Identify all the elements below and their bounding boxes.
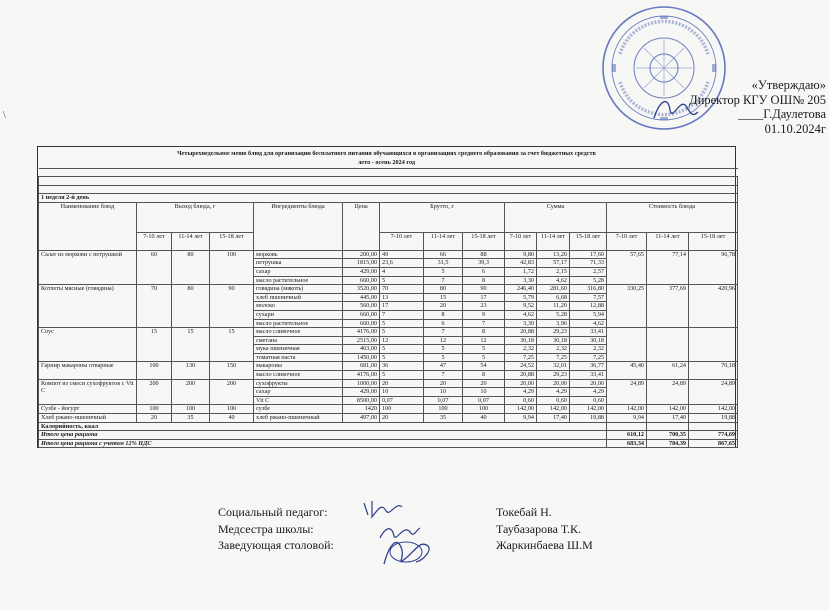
price-value: 429,00 [343, 388, 380, 397]
gross-value: 5 [463, 345, 505, 354]
cost-value: 142,00 [647, 405, 689, 414]
output-value: 200 [210, 379, 254, 405]
sum-value: 29,23 [537, 371, 570, 380]
dish-name: Соус [39, 328, 137, 362]
calories-label: Калорийность, ккал [39, 422, 607, 431]
sum-value: 142,00 [505, 405, 537, 414]
gross-value: 88 [463, 250, 505, 259]
total-value: 700,35 [647, 431, 689, 440]
gross-value: 5 [380, 328, 424, 337]
ingredient-name: морковь [254, 250, 343, 259]
ingredient-name: хлеб пшеничный [254, 293, 343, 302]
sum-value: 20,00 [570, 379, 607, 388]
header-gross: Брутто, г [380, 202, 505, 232]
gross-value: 7 [424, 276, 463, 285]
header-price: Цена [343, 202, 380, 250]
price-value: 200,00 [343, 250, 380, 259]
header-age: 15-18 лет [689, 232, 738, 250]
gross-value: 7 [463, 319, 505, 328]
signature-name: Жаркинбаева Ш.М [496, 538, 593, 553]
ingredient-name: томатная паста [254, 353, 343, 362]
price-value: 1815,00 [343, 259, 380, 268]
output-value: 130 [172, 362, 210, 379]
sum-value: 316,80 [570, 285, 607, 294]
sum-value: 19,88 [570, 414, 607, 423]
sum-value: 30,18 [505, 336, 537, 345]
sum-value: 7,57 [570, 293, 607, 302]
calories-row [39, 422, 738, 431]
output-value: 60 [137, 250, 172, 284]
table-row [39, 362, 738, 371]
blank-row [39, 177, 738, 185]
sum-value: 30,18 [537, 336, 570, 345]
header-age: 11-14 лет [424, 232, 463, 250]
dish-name: Сузбе́ - йогурт [39, 405, 137, 414]
menu-table [38, 168, 738, 448]
table-row [39, 414, 738, 423]
sum-value: 33,41 [570, 328, 607, 337]
gross-value: 10 [424, 388, 463, 397]
gross-value: 7 [424, 371, 463, 380]
output-value: 150 [210, 362, 254, 379]
header-cost: Стоимость блюда [607, 202, 738, 232]
gross-value: 5 [463, 353, 505, 362]
header-age: 11-14 лет [172, 232, 210, 250]
sum-value: 4,29 [570, 388, 607, 397]
signature-row [218, 504, 638, 521]
gross-value: 10 [380, 388, 424, 397]
gross-value: 5 [424, 353, 463, 362]
ingredient-name: сахар [254, 267, 343, 276]
sum-value: 4,29 [505, 388, 537, 397]
header-row [39, 202, 738, 232]
sum-value: 20,00 [505, 379, 537, 388]
sum-value: 4,29 [537, 388, 570, 397]
signature-role: Социальный педагог: [218, 505, 328, 519]
cost-value: 24,89 [647, 379, 689, 405]
ingredient-name: сахар [254, 388, 343, 397]
gross-value: 23 [463, 302, 505, 311]
header-age: 11-14 лет [647, 232, 689, 250]
header-age: 15-18 лет [570, 232, 607, 250]
output-value: 100 [137, 362, 172, 379]
sum-value: 0,60 [505, 396, 537, 405]
approval-date: 01.10.2024г [764, 121, 826, 136]
sum-value: 1,72 [505, 267, 537, 276]
signature-role: Заведующая столовой: [218, 538, 334, 553]
header-age: 7-10 лет [505, 232, 537, 250]
price-value: 660,00 [343, 319, 380, 328]
header-age: 15-18 лет [210, 232, 254, 250]
approval-title: «Утверждаю» [751, 78, 826, 92]
price-value: 681,00 [343, 362, 380, 371]
cost-value: 77,14 [647, 250, 689, 284]
sum-value: 281,60 [537, 285, 570, 294]
cost-value: 420,96 [689, 285, 738, 328]
signature-role: Медсестра школы: [218, 521, 314, 536]
cost-value: 24,89 [607, 379, 647, 405]
scan-mark-icon: \ [3, 110, 6, 121]
blank-row [39, 169, 738, 177]
gross-value: 5 [380, 371, 424, 380]
vat-value: 784,39 [647, 439, 689, 448]
cost-value: 24,89 [689, 379, 738, 405]
dish-name: Салат из моркови с петрушкой [39, 250, 137, 284]
ingredient-name: Vit C [254, 396, 343, 405]
approval-name: ____Г.Даулетова [738, 107, 826, 122]
sum-value: 17,40 [537, 414, 570, 423]
gross-value: 9 [463, 310, 505, 319]
week-label: 1 неделя 2-й день [39, 194, 738, 203]
gross-value: 36 [380, 362, 424, 371]
gross-value: 5 [380, 345, 424, 354]
sum-value: 2,57 [570, 267, 607, 276]
sum-value: 71,33 [570, 259, 607, 268]
gross-value: 12 [463, 336, 505, 345]
canteen-signature-icon [376, 532, 436, 572]
ingredient-name: масло растительное [254, 319, 343, 328]
total-label: Итого цена рациона [39, 431, 607, 440]
table-row [39, 379, 738, 388]
sum-value: 6,68 [537, 293, 570, 302]
price-value: 4176,00 [343, 328, 380, 337]
menu-title: Четырехнедельное меню блюд для организации бесплатного питания обучающихся в организациях среднего образования за счет бюджетных средств [177, 150, 596, 157]
ingredient-name: масло сливочное [254, 328, 343, 337]
header-sum: Сумма [505, 202, 607, 232]
sum-value: 3,96 [537, 319, 570, 328]
gross-value: 6 [424, 319, 463, 328]
sum-value: 9,80 [505, 250, 537, 259]
output-value: 15 [210, 328, 254, 362]
gross-value: 5 [380, 319, 424, 328]
header-output: Выход блюда, г [137, 202, 254, 232]
gross-value: 20 [463, 379, 505, 388]
sum-value: 142,00 [570, 405, 607, 414]
sum-value: 24,52 [505, 362, 537, 371]
table-row [39, 250, 738, 259]
gross-value: 13 [380, 293, 424, 302]
gross-value: 17 [380, 302, 424, 311]
sum-value: 5,94 [570, 310, 607, 319]
price-value: 1420 [343, 405, 380, 414]
ingredient-name: масло сливочное [254, 371, 343, 380]
sum-value: 30,18 [570, 336, 607, 345]
price-value: 463,00 [343, 345, 380, 354]
sum-value: 2,15 [537, 267, 570, 276]
output-value: 20 [137, 414, 172, 423]
total-row [39, 431, 738, 440]
cost-value: 377,69 [647, 285, 689, 328]
ingredient-name: сухофрукты [254, 379, 343, 388]
gross-value: 8 [463, 371, 505, 380]
output-value: 40 [210, 414, 254, 423]
gross-value: 20 [380, 414, 424, 423]
price-value: 3520,00 [343, 285, 380, 294]
gross-value: 8 [463, 328, 505, 337]
cost-value: 96,78 [689, 250, 738, 284]
sum-value: 9,94 [505, 414, 537, 423]
sum-value: 13,20 [537, 250, 570, 259]
vat-value: 683,34 [607, 439, 647, 448]
sum-value: 7,25 [505, 353, 537, 362]
sum-value: 5,28 [537, 310, 570, 319]
menu-subtitle: лето - осень 2024 год [357, 159, 416, 166]
gross-value: 80 [424, 285, 463, 294]
director-signature-icon [650, 92, 700, 128]
price-value: 497,00 [343, 414, 380, 423]
ingredient-name: говядина (мякоть) [254, 285, 343, 294]
ingredient-name: хлеб ржано-пшеничный [254, 414, 343, 423]
header-age: 11-14 лет [537, 232, 570, 250]
ingredient-name: сметана [254, 336, 343, 345]
ingredient-name: петрушка [254, 259, 343, 268]
cost-value: 19,88 [689, 414, 738, 423]
cost-value: 57,65 [607, 250, 647, 284]
price-value: 4176,00 [343, 371, 380, 380]
ingredient-name: мука пшеничная [254, 345, 343, 354]
gross-value: 35 [424, 414, 463, 423]
ingredient-name: сузбе [254, 405, 343, 414]
cost-value [607, 328, 647, 362]
output-value: 80 [172, 250, 210, 284]
output-value: 90 [210, 285, 254, 328]
gross-value: 10 [463, 388, 505, 397]
sum-value: 17,60 [570, 250, 607, 259]
price-value: 2515,00 [343, 336, 380, 345]
price-value: 1450,00 [343, 353, 380, 362]
total-value: 774,69 [689, 431, 738, 440]
gross-value: 5 [380, 353, 424, 362]
sum-value: 0,60 [570, 396, 607, 405]
cost-value [689, 328, 738, 362]
header-age: 7-10 лет [607, 232, 647, 250]
pedagogue-signature-icon [358, 497, 408, 523]
gross-value: 66 [424, 250, 463, 259]
output-value: 100 [137, 405, 172, 414]
menu-sheet [37, 146, 736, 448]
signature-name: Токебай Н. [496, 505, 552, 519]
price-value: 560,00 [343, 302, 380, 311]
gross-value: 20 [424, 379, 463, 388]
vat-value: 867,65 [689, 439, 738, 448]
ingredient-name: молоко [254, 302, 343, 311]
gross-value: 100 [424, 405, 463, 414]
gross-value: 6 [463, 267, 505, 276]
cost-value: 70,18 [689, 362, 738, 379]
cost-value: 9,94 [607, 414, 647, 423]
gross-value: 23,6 [380, 259, 424, 268]
gross-value: 54 [463, 362, 505, 371]
dish-name: Компот из смеси сухофруктов с Vit C [39, 379, 137, 405]
sum-value: 0,60 [537, 396, 570, 405]
sum-value: 29,23 [537, 328, 570, 337]
header-age-row [39, 232, 738, 250]
cost-value: 61,24 [647, 362, 689, 379]
gross-value: 47 [424, 362, 463, 371]
sum-value: 7,25 [570, 353, 607, 362]
price-value: 429,00 [343, 267, 380, 276]
output-value: 100 [172, 405, 210, 414]
sum-value: 2,32 [537, 345, 570, 354]
sum-value: 11,20 [537, 302, 570, 311]
sum-value: 246,40 [505, 285, 537, 294]
cost-value: 17,40 [647, 414, 689, 423]
gross-value: 90 [463, 285, 505, 294]
dish-name: Гарнир макароны отварные [39, 362, 137, 379]
header-age: 15-18 лет [463, 232, 505, 250]
sum-value: 5,79 [505, 293, 537, 302]
header-age: 7-10 лет [137, 232, 172, 250]
sum-value: 57,17 [537, 259, 570, 268]
gross-value: 100 [463, 405, 505, 414]
output-value: 100 [210, 405, 254, 414]
sum-value: 2,32 [570, 345, 607, 354]
gross-value: 70 [380, 285, 424, 294]
dish-name: Хлеб ржано-пшеничный [39, 414, 137, 423]
output-value: 15 [137, 328, 172, 362]
gross-value: 39,3 [463, 259, 505, 268]
gross-value: 0,07 [463, 396, 505, 405]
table-row [39, 285, 738, 294]
sum-value: 7,25 [537, 353, 570, 362]
output-value: 200 [172, 379, 210, 405]
output-value: 15 [172, 328, 210, 362]
sum-value: 33,41 [570, 371, 607, 380]
sum-value: 4,62 [505, 310, 537, 319]
vat-row [39, 439, 738, 448]
gross-value: 8 [463, 276, 505, 285]
sum-value: 3,30 [505, 319, 537, 328]
header-dish: Наименование блюд [39, 202, 137, 250]
sum-value: 12,88 [570, 302, 607, 311]
price-value: 660,00 [343, 276, 380, 285]
gross-value: 0,07 [424, 396, 463, 405]
gross-value: 0,07 [380, 396, 424, 405]
price-value: 660,00 [343, 310, 380, 319]
sum-value: 5,28 [570, 276, 607, 285]
gross-value: 12 [424, 336, 463, 345]
week-row [39, 194, 738, 203]
sum-value: 3,30 [505, 276, 537, 285]
gross-value: 12 [380, 336, 424, 345]
cost-value: 142,00 [689, 405, 738, 414]
cost-value [647, 328, 689, 362]
sum-value: 4,62 [570, 319, 607, 328]
gross-value: 5 [380, 276, 424, 285]
gross-value: 5 [424, 345, 463, 354]
gross-value: 7 [380, 310, 424, 319]
output-value: 100 [210, 250, 254, 284]
header-age: 7-10 лет [380, 232, 424, 250]
sum-value: 2,32 [505, 345, 537, 354]
vat-label: Итого цена рациона с учетом 12% НДС [39, 439, 607, 448]
dish-name: Котлеты мясные (говядина) [39, 285, 137, 328]
sum-value: 20,88 [505, 328, 537, 337]
header-ingredients: Ингредиенты блюда [254, 202, 343, 250]
gross-value: 17 [463, 293, 505, 302]
sum-value: 20,00 [537, 379, 570, 388]
gross-value: 8 [424, 310, 463, 319]
sum-value: 42,83 [505, 259, 537, 268]
sum-value: 142,00 [537, 405, 570, 414]
price-value: 1000,00 [343, 379, 380, 388]
ingredient-name: сухари [254, 310, 343, 319]
gross-value: 20 [380, 379, 424, 388]
approval-director: Директор КГУ ОШ№ 205 [689, 92, 826, 107]
sum-value: 32,01 [537, 362, 570, 371]
cost-value: 45,40 [607, 362, 647, 379]
gross-value: 15 [424, 293, 463, 302]
ingredient-name: масло растительное [254, 276, 343, 285]
output-value: 200 [137, 379, 172, 405]
gross-value: 49 [380, 250, 424, 259]
blank-row [39, 185, 738, 193]
gross-value: 40 [463, 414, 505, 423]
cost-value: 142,00 [607, 405, 647, 414]
output-value: 70 [137, 285, 172, 328]
output-value: 80 [172, 285, 210, 328]
signature-name: Таубазарова Т.К. [496, 521, 582, 536]
sum-value: 9,52 [505, 302, 537, 311]
gross-value: 4 [380, 267, 424, 276]
cost-value: 330,25 [607, 285, 647, 328]
price-value: 8500,00 [343, 396, 380, 405]
table-row [39, 405, 738, 414]
sum-value: 36,77 [570, 362, 607, 371]
total-value: 610,12 [607, 431, 647, 440]
sum-value: 4,62 [537, 276, 570, 285]
output-value: 35 [172, 414, 210, 423]
price-value: 445,00 [343, 293, 380, 302]
gross-value: 100 [380, 405, 424, 414]
sum-value: 20,88 [505, 371, 537, 380]
gross-value: 5 [424, 267, 463, 276]
gross-value: 7 [424, 328, 463, 337]
ingredient-name: макароны [254, 362, 343, 371]
table-row [39, 328, 738, 337]
gross-value: 31,5 [424, 259, 463, 268]
gross-value: 20 [424, 302, 463, 311]
